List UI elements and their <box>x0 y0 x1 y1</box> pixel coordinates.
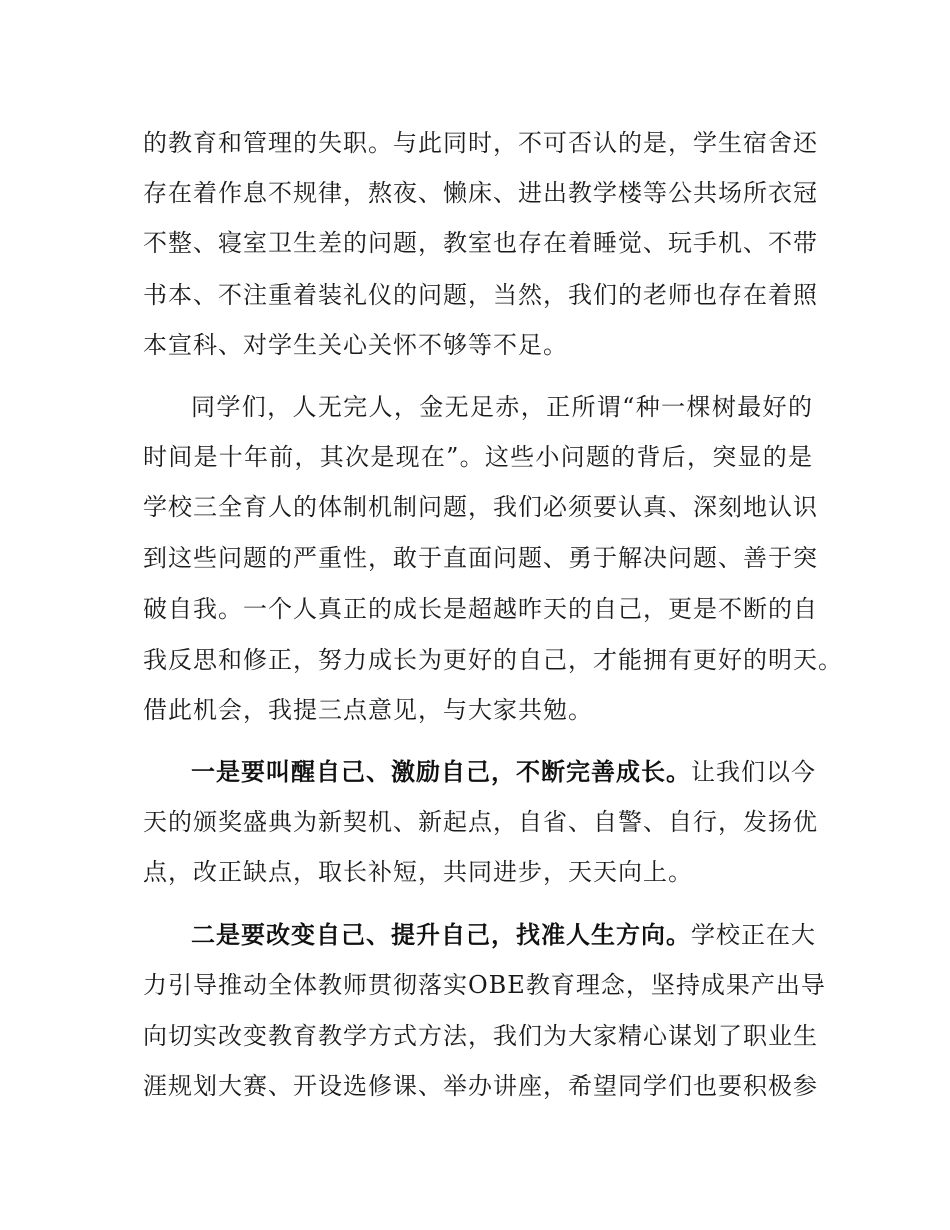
paragraph-3-line-3: 点，改正缺点，取长补短，共同进步，天天向上。 <box>143 858 693 886</box>
paragraph-2-line-3: 学校三全育人的体制机制问题，我们必须要认真、深刻地认识 <box>143 493 818 521</box>
paragraph-1-line-2: 存在着作息不规律，熬夜、懒床、进出教学楼等公共场所衣冠 <box>143 179 818 207</box>
paragraph-1-line-3: 不整、寝室卫生差的问题，教室也存在着睡觉、玩手机、不带 <box>143 229 818 257</box>
paragraph-4-line-2: 力引导推动全体教师贯彻落实OBE教育理念，坚持成果产出导 <box>143 971 826 999</box>
paragraph-4-lead: 二是要改变自己、提升自己，找准人生方向。 <box>191 921 691 949</box>
paragraph-4-line-3: 向切实改变教育教学方式方法，我们为大家精心谋划了职业生 <box>143 1022 818 1050</box>
paragraph-2-line-2: 时间是十年前，其次是现在”。这些小问题的背后，突显的是 <box>143 443 813 471</box>
paragraph-3-line-1 <box>191 752 816 792</box>
paragraph-3-lead: 一是要叫醒自己、激励自己，不断完善成长。 <box>191 758 691 786</box>
paragraph-3-line-2: 天的颁奖盛典为新契机、新起点，自省、自警、自行，发扬优 <box>143 808 818 836</box>
paragraph-1-line-5: 本宣科、对学生关心关怀不够等不足。 <box>143 331 568 359</box>
paragraph-2-line-5: 破自我。一个人真正的成长是超越昨天的自己，更是不断的自 <box>143 595 818 623</box>
paragraph-4-lead-rest: 学校正在大 <box>691 921 816 949</box>
paragraph-1-line-1: 的教育和管理的失职。与此同时，不可否认的是，学生宿舍还 <box>143 129 818 157</box>
paragraph-2-line-7: 借此机会，我提三点意见，与大家共勉。 <box>143 696 593 724</box>
paragraph-2-line-1: 同学们，人无完人，金无足赤，正所谓“种一棵树最好的 <box>191 393 813 421</box>
paragraph-1-line-4: 书本、不注重着装礼仪的问题，当然，我们的老师也存在着照 <box>143 281 818 309</box>
paragraph-4-line-4: 涯规划大赛、开设选修课、举办讲座，希望同学们也要积极参 <box>143 1072 818 1100</box>
paragraph-3-lead-rest: 让我们以今 <box>691 758 816 786</box>
paragraph-2-line-4: 到这些问题的严重性，敢于直面问题、勇于解决问题、善于突 <box>143 544 818 572</box>
paragraph-2-line-6: 我反思和修正，努力成长为更好的自己，才能拥有更好的明天。 <box>143 646 843 674</box>
paragraph-4-line-1 <box>191 915 816 955</box>
